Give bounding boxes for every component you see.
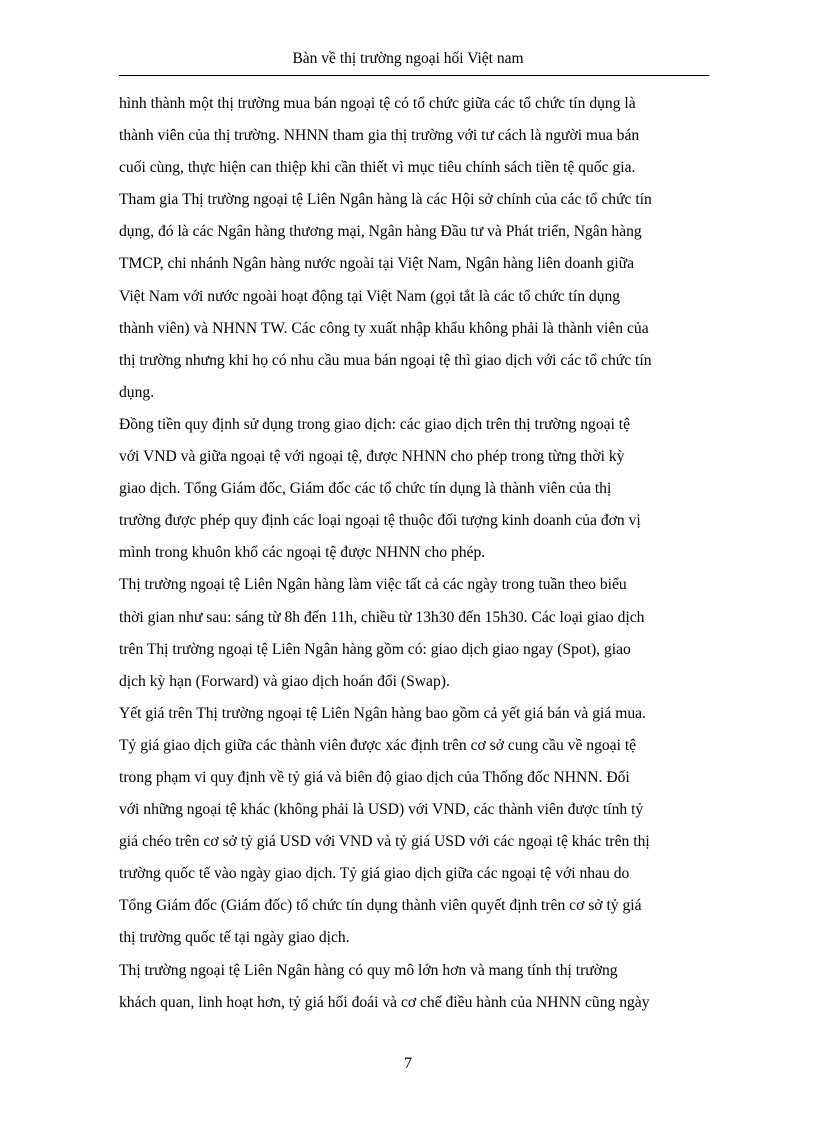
text-line: thành viên của thị trường. NHNN tham gia thị trường với tư cách là người mua bán xyxy=(119,127,640,145)
text-line: trường được phép quy định các loại ngoại tệ thuộc đối tượng kinh doanh của đơn vị xyxy=(119,512,641,530)
text-line: giao dịch. Tổng Giám đốc, Giám đốc các tổ chức tín dụng là thành viên của thị xyxy=(119,480,612,498)
text-line: cuối cùng, thực hiện can thiệp khi cần thiết vì mục tiêu chính sách tiền tệ quốc gia. xyxy=(119,159,636,177)
text-line: Yết giá trên Thị trường ngoại tệ Liên Ngân hàng bao gồm cả yết giá bán và giá mua. xyxy=(119,704,646,722)
text-line: Việt Nam với nước ngoài hoạt động tại Việt Nam (gọi tắt là các tổ chức tín dụng xyxy=(119,287,621,305)
text-line: dụng. xyxy=(119,383,155,401)
text-line: thị trường nhưng khi họ có nhu cầu mua bán ngoại tệ thì giao dịch với các tổ chức tín xyxy=(119,351,652,369)
page-header: Bàn về thị trường ngoại hối Việt nam xyxy=(292,50,524,67)
text-line: khách quan, linh hoạt hơn, tỷ giá hối đoái và cơ chế điều hành của NHNN cũng ngày xyxy=(119,993,650,1011)
text-line: trong phạm vi quy định về tỷ giá và biên độ giao dịch của Thống đốc NHNN. Đối xyxy=(119,768,630,786)
text-line: TMCP, chi nhánh Ngân hàng nước ngoài tại Việt Nam, Ngân hàng liên doanh giữa xyxy=(119,255,635,273)
text-line: với VND và giữa ngoại tệ với ngoại tệ, được NHNN cho phép trong từng thời kỳ xyxy=(119,448,625,466)
body-text xyxy=(119,88,719,1019)
text-line: Thị trường ngoại tệ Liên Ngân hàng làm việc tất cả các ngày trong tuần theo biểu xyxy=(119,576,627,594)
text-line: giá chéo trên cơ sở tỷ giá USD với VND và tỷ giá USD với các ngoại tệ khác trên thị xyxy=(119,833,650,851)
page-number: 7 xyxy=(404,1055,412,1072)
text-line: dụng, đó là các Ngân hàng thương mại, Ngân hàng Đầu tư và Phát triển, Ngân hàng xyxy=(119,223,642,241)
text-line: mình trong khuôn khổ các ngoại tệ được NHNN cho phép. xyxy=(119,544,486,562)
header-divider xyxy=(119,75,709,76)
text-line: thời gian như sau: sáng từ 8h đến 11h, chiều từ 13h30 đến 15h30. Các loại giao dịch xyxy=(119,608,645,626)
text-line: với những ngoại tệ khác (không phải là USD) với VND, các thành viên được tính tỷ xyxy=(119,801,644,819)
text-line: dịch kỳ hạn (Forward) và giao dịch hoán đổi (Swap). xyxy=(119,672,450,690)
text-line: Đồng tiền quy định sử dụng trong giao dịch: các giao dịch trên thị trường ngoại tệ xyxy=(119,415,631,433)
text-line: Thị trường ngoại tệ Liên Ngân hàng có quy mô lớn hơn và mang tính thị trường xyxy=(119,961,618,979)
text-line: thị trường quốc tế tại ngày giao dịch. xyxy=(119,929,350,947)
text-line: Tổng Giám đốc (Giám đốc) tổ chức tín dụng thành viên quyết định trên cơ sở tỷ giá xyxy=(119,897,642,915)
text-line: Tham gia Thị trường ngoại tệ Liên Ngân hàng là các Hội sở chính của các tổ chức tín xyxy=(119,191,652,209)
text-line: thành viên) và NHNN TW. Các công ty xuất nhập khẩu không phải là thành viên của xyxy=(119,319,649,337)
text-line: hình thành một thị trường mua bán ngoại tệ có tổ chức giữa các tổ chức tín dụng là xyxy=(119,95,636,112)
text-line: trường quốc tế vào ngày giao dịch. Tỷ giá giao dịch giữa các ngoại tệ với nhau do xyxy=(119,865,630,883)
text-line: Tỷ giá giao dịch giữa các thành viên được xác định trên cơ sở cung cầu về ngoại tệ xyxy=(119,736,637,754)
text-line: trên Thị trường ngoại tệ Liên Ngân hàng gồm có: giao dịch giao ngay (Spot), giao xyxy=(119,640,631,658)
